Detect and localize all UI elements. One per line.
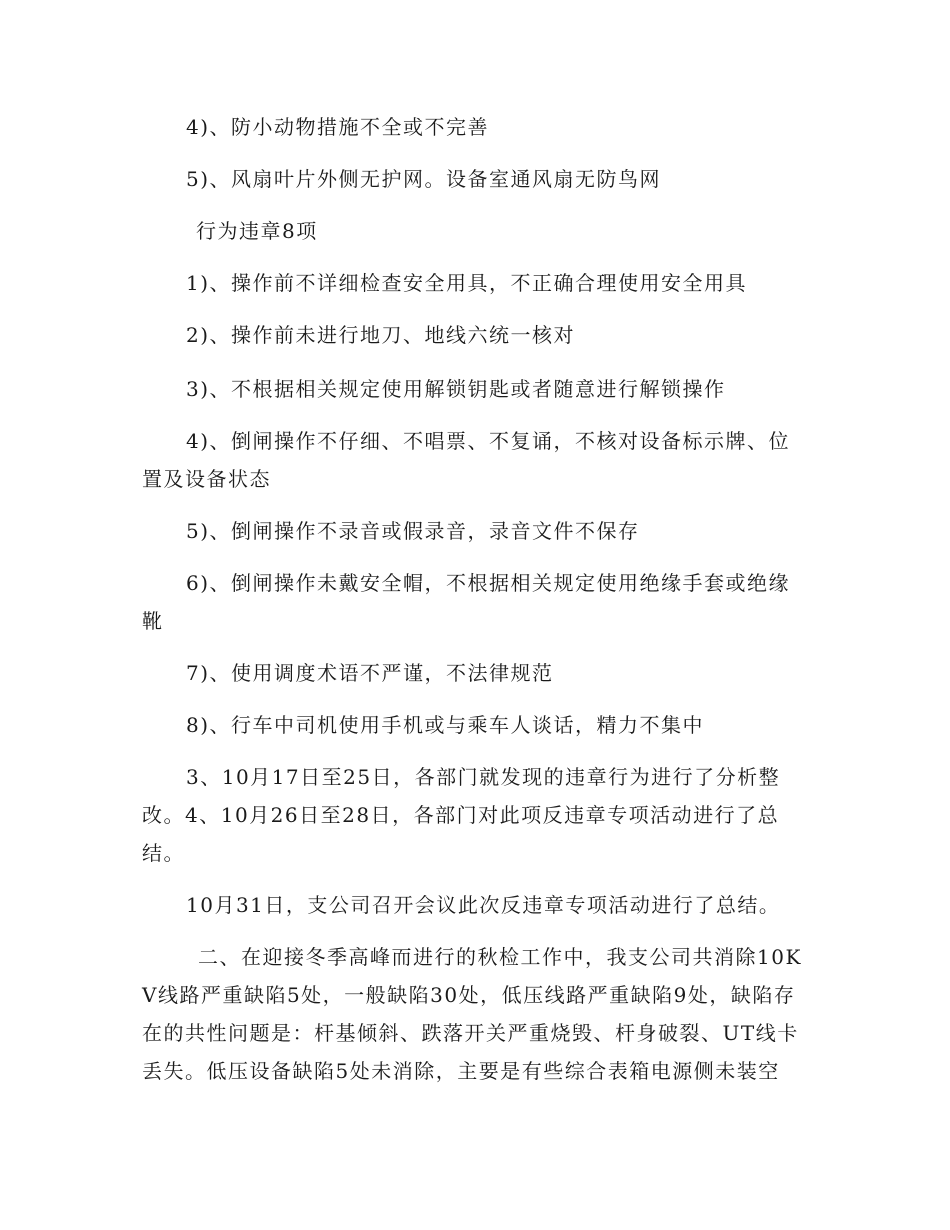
paragraph-item-3-unlock-key: 3)、不根据相关规定使用解锁钥匙或者随意进行解锁操作: [186, 377, 726, 401]
paragraph-item-7-dispatch-terms: 7)、使用调度术语不严谨，不法律规范: [186, 661, 554, 685]
paragraph-item-8-driver-phone: 8)、行车中司机使用手机或与乘车人谈话，精力不集中: [186, 713, 705, 737]
paragraph-item-4-switching-check: 4)、倒闸操作不仔细、不唱票、不复诵，不核对设备标示牌、位置及设备状态: [142, 429, 791, 491]
paragraph-rectification-summary: 3、10月17日至25日，各部门就发现的违章行为进行了分析整改。4、10月26日至28日，各部门对此项反违章专项活动进行了总结。: [142, 765, 781, 865]
paragraph-item-4-animal-protection: 4)、防小动物措施不全或不完善: [186, 115, 490, 139]
paragraph-item-5-fan-guard: 5)、风扇叶片外侧无护网。设备室通风扇无防鸟网: [186, 167, 662, 191]
paragraph-item-5-recording: 5)、倒闸操作不录音或假录音，录音文件不保存: [186, 519, 640, 543]
paragraph-autumn-inspection: 二、在迎接冬季高峰而进行的秋检工作中，我支公司共消除10KV线路严重缺陷5处，一般缺陷30处，低压线路严重缺陷9处，缺陷存在的共性问题是：杆基倾斜、跌落开关严重烧毁、杆身破裂、UT线卡丢失。低压设备缺陷5处未消除，主要是有些综合表箱电源侧未装空: [142, 945, 802, 1083]
section-heading-behavior-violations: 行为违章8项: [196, 219, 318, 243]
paragraph-meeting-summary: 10月31日，支公司召开会议此次反违章专项活动进行了总结。: [186, 893, 781, 917]
paragraph-item-6-helmet-gloves: 6)、倒闸操作未戴安全帽，不根据相关规定使用绝缘手套或绝缘靴: [142, 571, 791, 633]
paragraph-item-2-ground-check: 2)、操作前未进行地刀、地线六统一核对: [186, 323, 576, 347]
paragraph-item-1-safety-tools: 1)、操作前不详细检查安全用具，不正确合理使用安全用具: [186, 271, 748, 295]
